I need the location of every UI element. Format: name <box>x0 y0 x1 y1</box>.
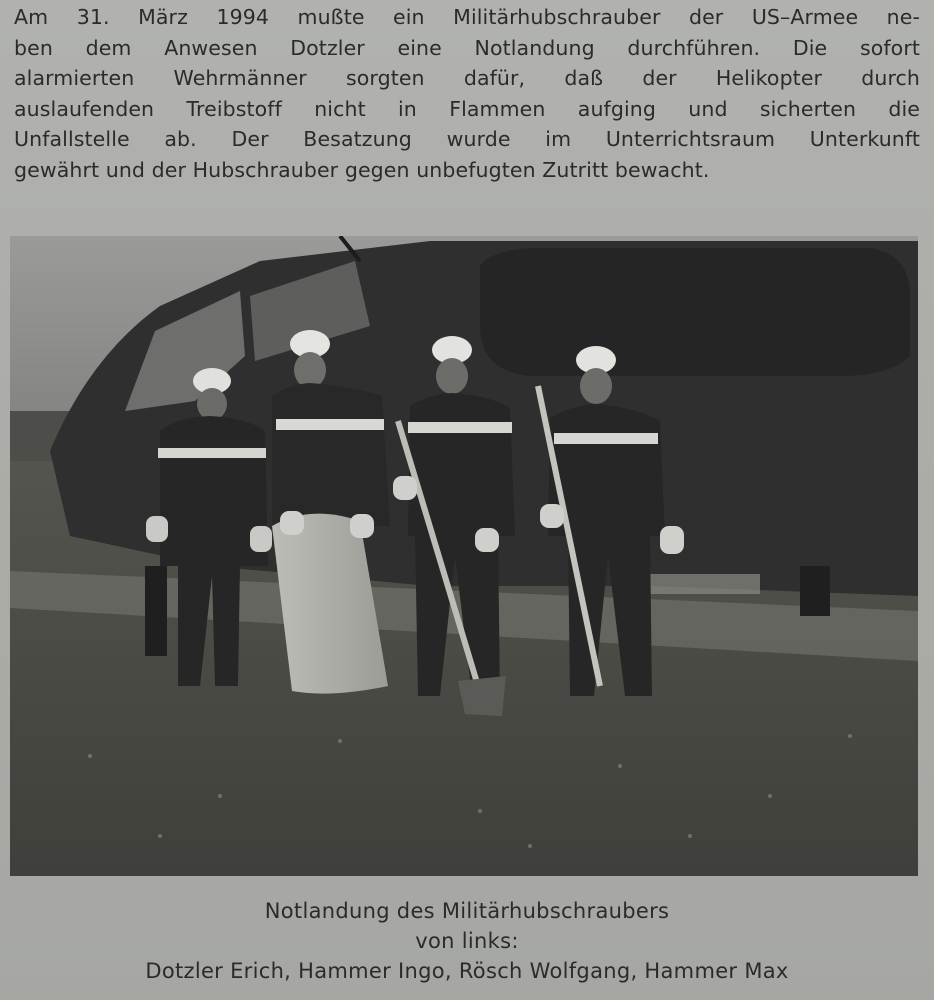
caption-names: Dotzler Erich, Hammer Ingo, Rösch Wolfgang, Hammer Max <box>145 959 789 983</box>
article-line-6: gewährt und der Hubschrauber gegen unbefugten Zutritt bewacht. <box>14 157 710 182</box>
article-line-4: auslaufenden Treibstoff nicht in Flammen aufging und sicherten die <box>14 96 920 121</box>
article-line-1: Am 31. März 1994 mußte ein Militärhubschrauber der US–Armee ne- <box>14 5 920 29</box>
photo-illustration <box>10 236 918 876</box>
photo-caption <box>0 896 934 986</box>
article-paragraph <box>14 2 920 185</box>
caption-title: Notlandung des Militärhubschraubers <box>264 899 670 923</box>
photograph <box>10 236 918 876</box>
article-line-2: ben dem Anwesen Dotzler eine Notlandung durchführen. Die sofort <box>14 35 920 60</box>
article-line-3: alarmierten Wehrmänner sorgten dafür, daß der Helikopter durch <box>14 66 920 90</box>
article-line-5: Unfallstelle ab. Der Besatzung wurde im Unterrichtsraum Unterkunft <box>14 127 920 151</box>
caption-subtitle: von links: <box>415 929 519 953</box>
article-text <box>14 2 920 185</box>
